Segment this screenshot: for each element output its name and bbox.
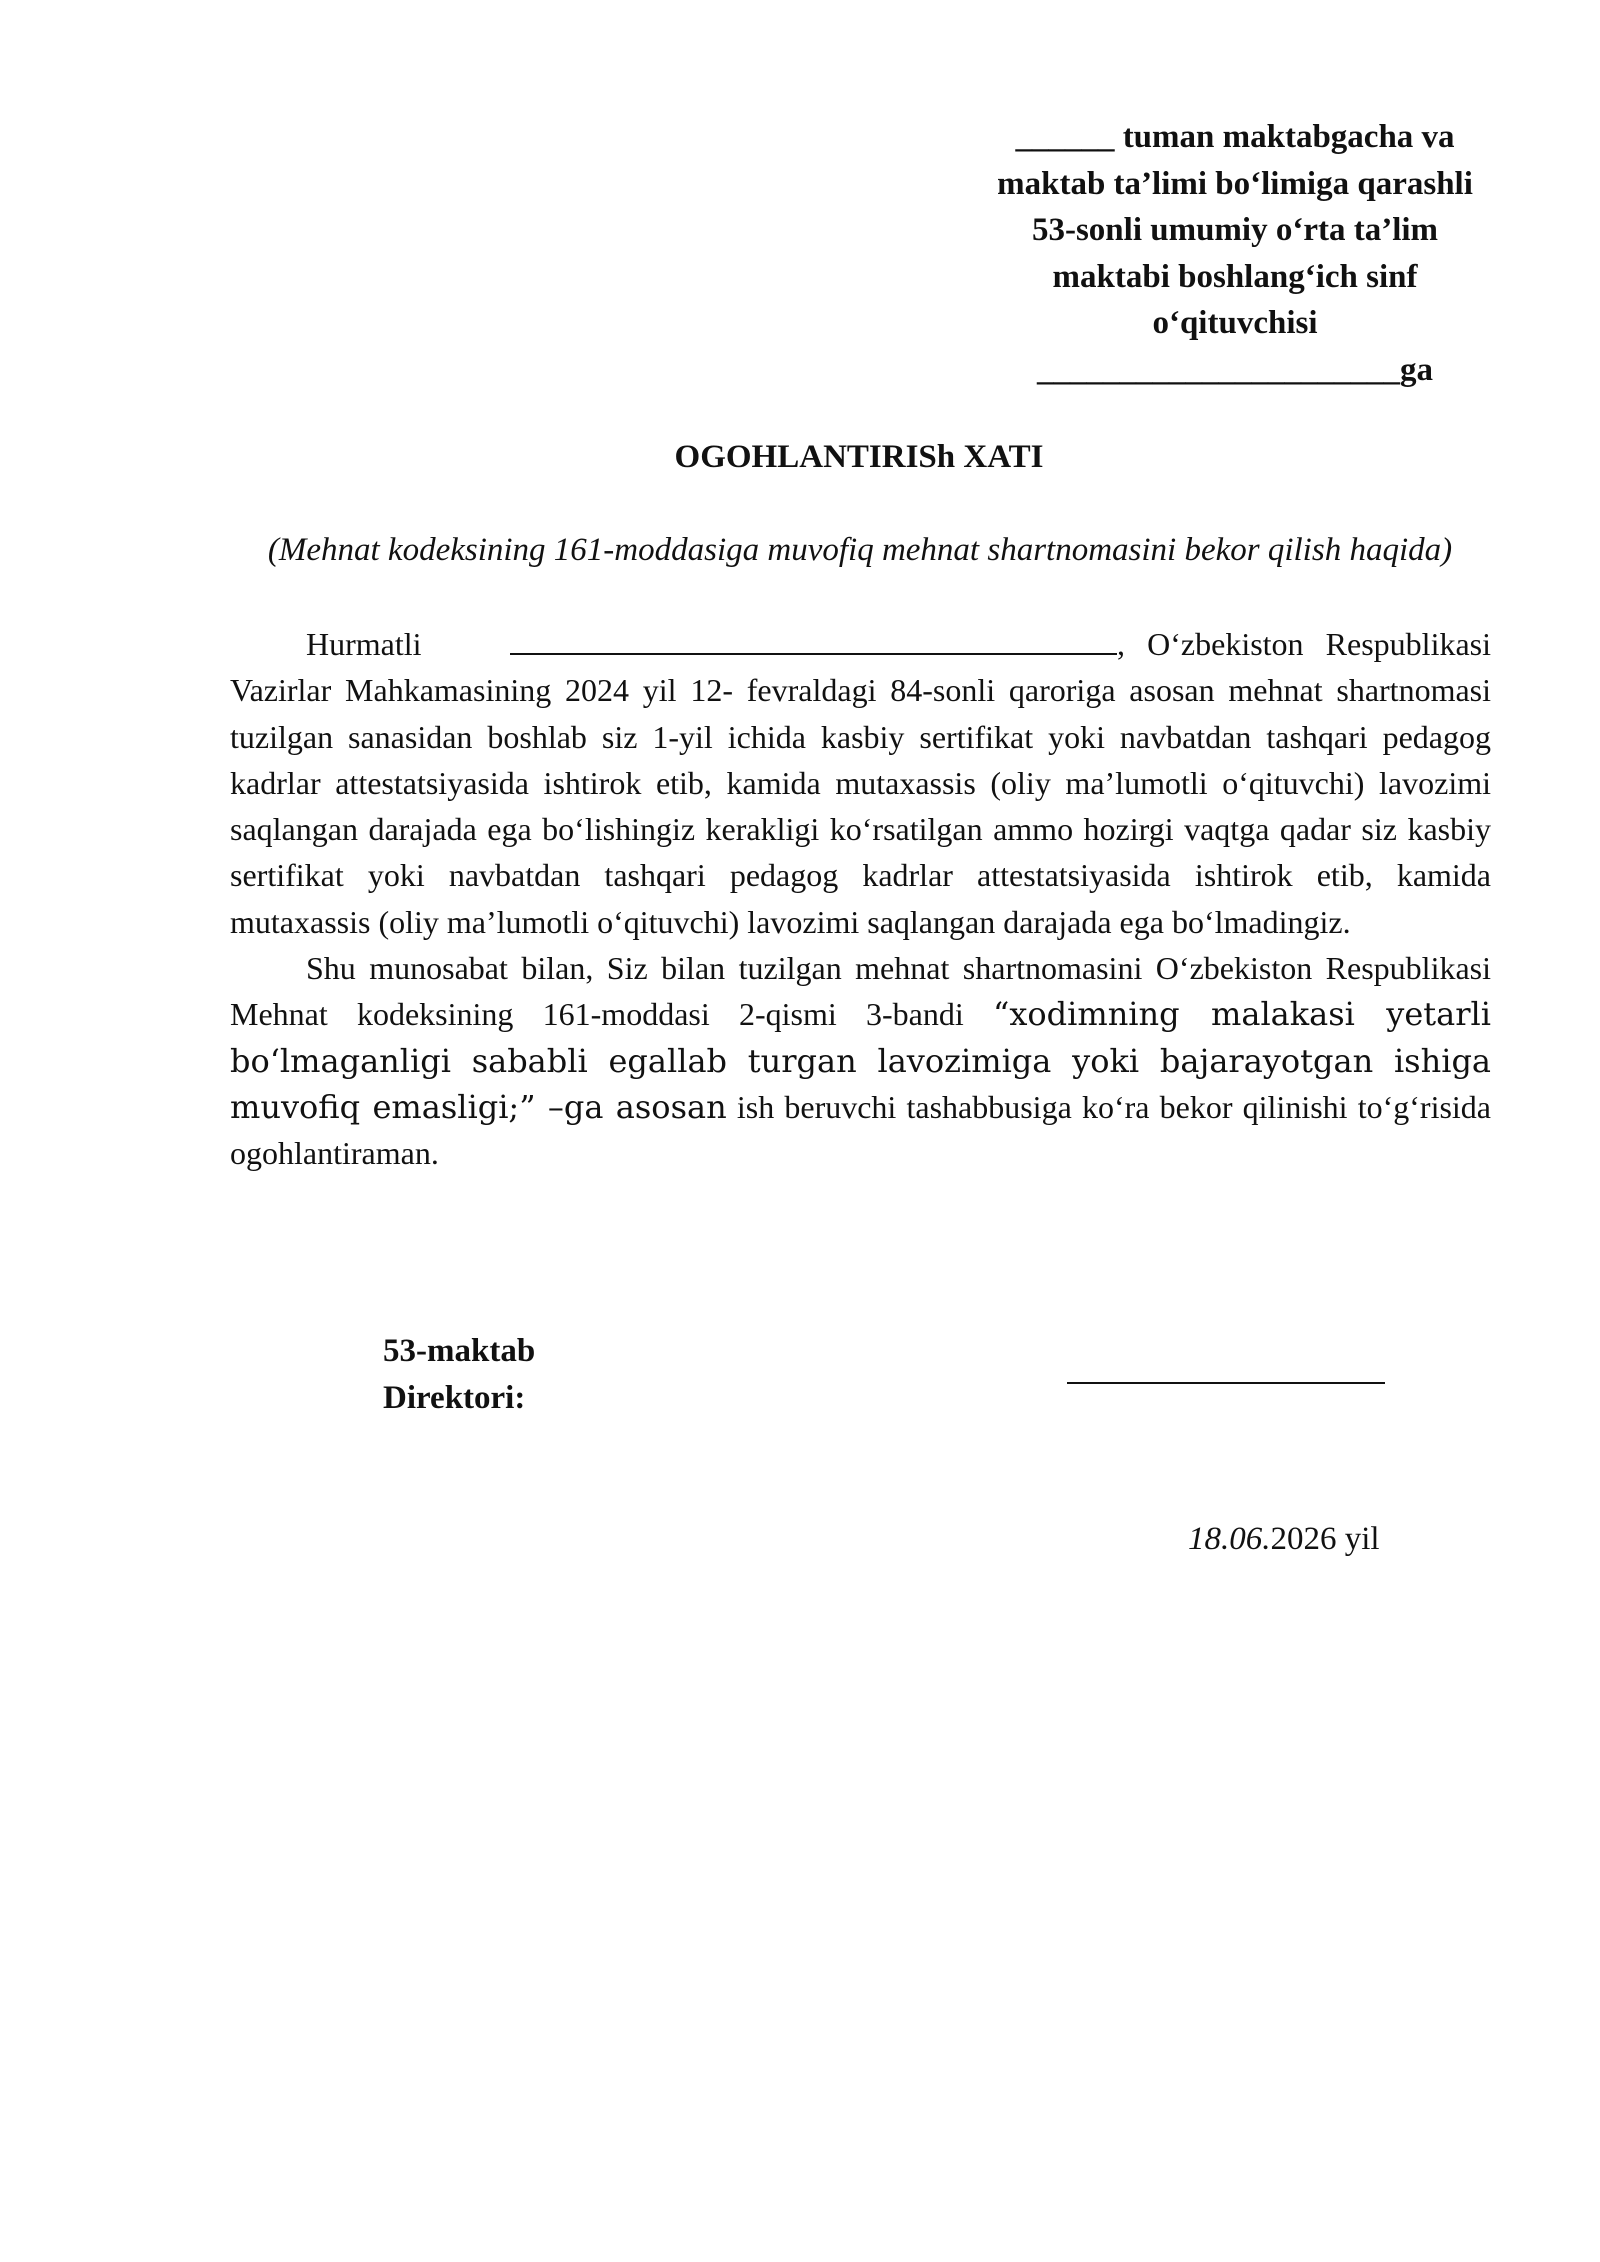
teacher-name-blank: ______________________ [1037,351,1400,388]
addressee-block [935,114,1535,393]
addressee-line-4: maktabi boshlang‘ich sinf [1052,258,1418,295]
director-label: Direktori: [383,1380,526,1416]
letter-body [230,621,1491,1177]
addressee-line-6: ______________________ga [1037,351,1433,388]
paragraph-1: Hurmatli , O‘zbekiston Respublikasi Vazirlar Mahkamasining 2024 yil 12- fevraldagi 84-sonli qaroriga asosan mehnat shartnomasi tuzilgan sanasidan boshlab siz 1-yil ichida kasbiy sertifikat yoki navbatdan tashqari pedagog kadrlar attestatsiyasida ishtirok etib, kamida mutaxassis (oliy ma’lumotli o‘qituvchi) lavozimi saqlangan darajada ega bo‘lishingiz kerakligi ko‘rsatilgan ammo hozirgi vaqtga qadar siz kasbiy sertifikat yoki navbatdan tashqari pedagog kadrlar attestatsiyasida ishtirok etib, kamida mutaxassis (oliy ma’lumotli o‘qituvchi) lavozimi saqlangan darajada ega bo‘lmadingiz. [230,621,1491,945]
addressee-line-3: 53-sonli umumiy o‘rta ta’lim [1031,212,1439,248]
addressee-line-1: ______ tuman maktabgacha va [1015,119,1455,155]
legal-quote: “xodimning malakasi yetarli bo‘lmaganligi sababli egallab turgan lavozimiga yoki bajarayotgan ishiga muvofiq emasligi;” –ga asosan [230,995,1492,1126]
signature-line [1067,1382,1385,1384]
salutation: Hurmatli [306,626,422,662]
document-subtitle: (Mehnat kodeksining 161-moddasiga muvofiq mehnat shartnomasini bekor qilish haqida) [267,532,1453,568]
recipient-name-blank [510,623,1117,655]
addressee-line-5: o‘qituvchisi [1152,305,1318,341]
document-title: OGOHLANTIRISh XATI [674,439,1044,475]
addressee-line-2: maktab ta’limi bo‘limiga qarashli [997,165,1473,202]
district-blank: ______ [1015,119,1115,155]
document-date: 18.06.2026 yil [1188,1521,1380,1557]
paragraph-2: Shu munosabat bilan, Siz bilan tuzilgan mehnat shartnomasini O‘zbekiston Respublikasi Mehnat kodeksining 161-moddasi 2-qismi 3-bandi “xodimning malakasi yetarli bo‘lmaganligi sababli egallab turgan lavozimiga yoki bajarayotgan ishiga muvofiq emasligi;” –ga asosan ish beruvchi tashabbusiga ko‘ra bekor qilinishi to‘g‘risida ogohlantiraman. [230,950,1492,1172]
school-name: 53-maktab [383,1333,536,1369]
signature-block [383,1328,535,1422]
